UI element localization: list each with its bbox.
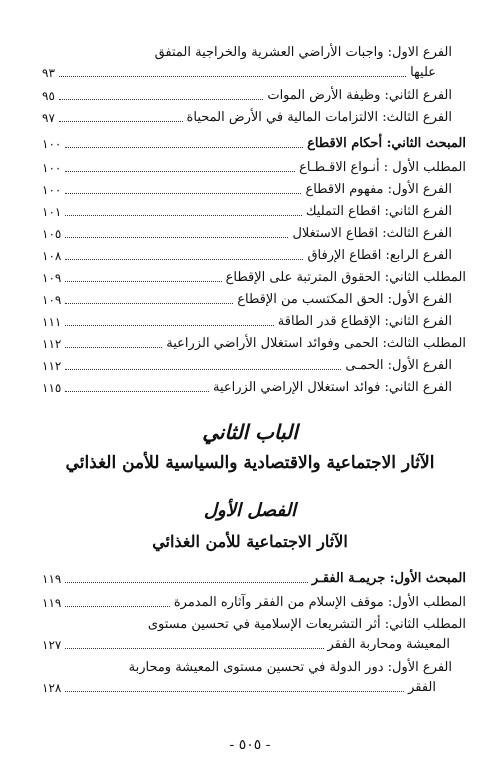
toc-entry-text: الفرع الثاني: فوائد استغلال الإراضي الزراعية	[213, 380, 452, 395]
toc-entry-text: الفرع الرابع: اقطاع الإرفاق	[307, 248, 452, 263]
toc-entry-text: المعيشة ومحاربة الفقر	[327, 637, 450, 652]
leader-dots	[65, 691, 404, 692]
toc-page-number: ١٢٨	[42, 681, 62, 695]
leader-dots	[65, 606, 170, 607]
toc-page-number: ١١٢	[42, 337, 62, 351]
part-subtitle: الآثار الاجتماعية والاقتصادية والسياسية للأمن الغذائي	[65, 453, 435, 473]
toc-entry-text: المطلب الأول : أنـواع الاقـطـاع	[299, 160, 466, 175]
toc-page-number: ١٠٨	[42, 249, 62, 263]
toc-entry[interactable]	[42, 594, 466, 612]
toc-entry[interactable]	[42, 570, 466, 588]
toc-entry-continuation[interactable]	[42, 679, 466, 697]
toc-entry-text: الفرع الأول: مفهوم الاقطاع	[305, 182, 452, 197]
toc-entry-continuation[interactable]	[42, 636, 466, 654]
toc-entry-line[interactable]: المطلب الثاني: أثر التشريعات الإسلامية في تحسين مستوى	[147, 617, 466, 632]
toc-entry-text: الفقر	[408, 680, 436, 695]
toc-page-number: ٩٥	[42, 89, 55, 103]
chapter-subtitle: الآثار الاجتماعية للأمن الغذائي	[152, 532, 348, 551]
toc-entry-text: الفرع الثاني: اقطاع التمليك	[305, 204, 452, 219]
toc-page-number: ١٠٠	[42, 183, 62, 197]
leader-dots	[65, 582, 308, 583]
toc-page-number: ١١٥	[42, 381, 62, 395]
toc-entry-text: الفرع الأول: الحق المكتسب من الإقطاع	[237, 292, 452, 307]
toc-entry-text: الفرع الثاني: وظيفة الأرض الموات	[267, 88, 452, 103]
toc-entry-text: عليها	[410, 65, 436, 80]
toc-entry-text: الفرع الثالث: الالتزامات المالية في الأرض المحياة	[186, 110, 452, 125]
toc-page-number: ١٠١	[42, 205, 62, 219]
toc-page-number: ١٢٧	[42, 638, 62, 652]
chapter-title: الفصل الأول	[203, 500, 297, 521]
toc-page-number: ١١١	[42, 315, 62, 329]
table-of-contents-bottom	[42, 0, 466, 720]
part-title: الباب الثاني	[202, 420, 298, 444]
toc-entry-text: المبحث الثاني: أحكام الاقطاع	[307, 136, 466, 151]
toc-page-number: ١٠٠	[42, 137, 62, 151]
toc-page-number: ١٠٩	[42, 293, 62, 307]
toc-entry-text: المطلب الثالث: الحمى وفوائد استغلال الأراضي الزراعية	[166, 336, 466, 351]
toc-page-number: ٩٣	[42, 66, 55, 80]
toc-page-number: ١٠٠	[42, 161, 62, 175]
toc-entry-text: المطلب الأول: موقف الإسلام من الفقر وآثاره المدمرة	[173, 595, 466, 610]
toc-entry-text: الفرع الثالث: اقطاع الاستغلال	[292, 226, 452, 241]
toc-page-number: ٩٧	[42, 111, 55, 125]
page-number: - ٥٠٥ -	[229, 737, 271, 753]
toc-page-number: ١١٩	[42, 596, 62, 610]
toc-page-number: ١٠٩	[42, 271, 62, 285]
toc-entry-text: الفرع الثاني: الإقطاع قدر الطاقة	[277, 314, 452, 329]
toc-page-number: ١١٢	[42, 359, 62, 373]
toc-entry-text: الفرع الأول: الحمـى	[345, 358, 452, 373]
toc-entry-text: المبحث الأول: جريمـة الفقـر	[311, 571, 466, 586]
toc-entry-line[interactable]: الفرع الاول: واجبات الأراضي العشرية والخراجية المتفق	[154, 45, 452, 60]
toc-page-number: ١١٩	[42, 572, 62, 586]
toc-page-number: ١٠٥	[42, 227, 62, 241]
toc-entry-line[interactable]: الفرع الأول: دور الدولة في تحسين مستوى المعيشة ومحاربة	[128, 660, 452, 675]
toc-entry-text: المطلب الثاني: الحقوق المترتبة على الإقطاع	[225, 270, 466, 285]
leader-dots	[65, 648, 323, 649]
